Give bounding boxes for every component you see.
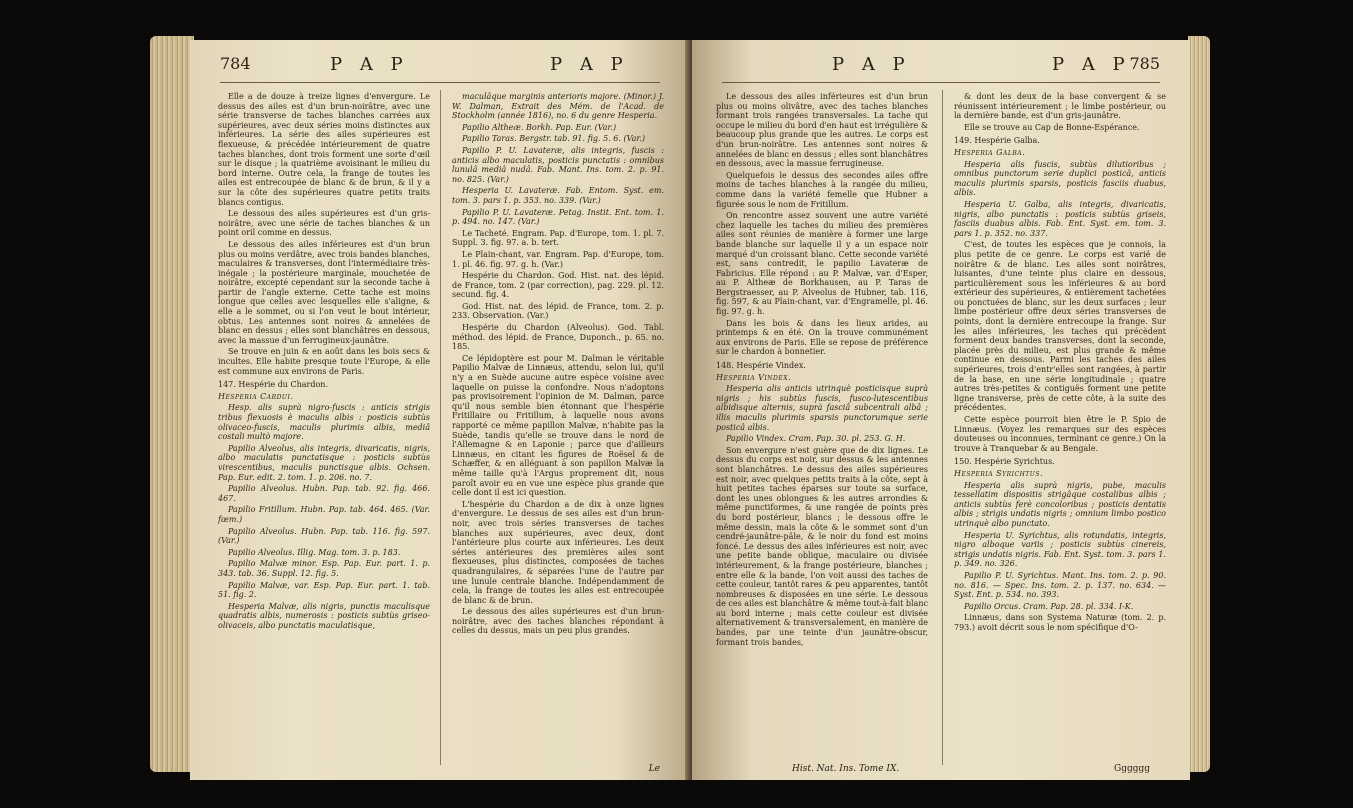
synonym: Papilio Alveolus. Hubn. Pap. tab. 116. fig. 597. (Var.) — [218, 526, 430, 546]
right-column-divider — [942, 90, 943, 765]
paragraph: & dont les deux de la base convergent & se réunissent intérieurement ; le limbe postérieur, ou la dernière bande, est d'un gris-jaunâtre. — [954, 92, 1166, 121]
right-page — [692, 40, 1190, 780]
species-diagnosis: Hesp. alis suprà nigro-fuscis : anticis strigis tribus flexuosis è maculis albis : posticis subtùs olivaceo-fuscis, maculis plurimis albis, mediâ costali multò majore. — [218, 403, 430, 442]
right-head-rule — [722, 82, 1160, 83]
species-latin-name: Hesperia Galba. — [954, 147, 1026, 157]
synonym: Hespérie du Chardon. God. Hist. nat. des lépid. de France, tom. 2 (par correction), pag. 229. pl. 12. secund. fig. 4. — [452, 271, 664, 300]
paragraph: Le dessous des ailes supérieures est d'un brun-noirâtre, avec des taches blanches répondant à celles du dessus, mais un peu plus grandes. — [452, 607, 664, 636]
footer-note: Hist. Nat. Ins. Tome IX. — [792, 764, 900, 774]
left-head-title-1: P A P — [330, 54, 409, 75]
synonym: Papilio P. U. Lavateræ, alis integris, fuscis : anticis albo maculatis, posticis punctatis : omnibus lunulâ mediâ nudâ. Fab. Mant. Ins. tom. 2. p. 91. no. 825. (Var.) — [452, 145, 664, 184]
synonym: Papilio Malvæ, var. Esp. Pap. Eur. part. 1. tab. 51. fig. 2. — [218, 580, 430, 600]
synonym: Hesperia U. Galba, alis integris, divaricatis, nigris, albo punctatis : posticis subtùs griseis, fasciis duabus albis. Fab. Ent. Syst. em. tom. 3. pars 1. p. 352. no. 337. — [954, 199, 1166, 238]
left-page-number: 784 — [220, 54, 251, 73]
synonym: maculâque marginis anterioris majore. (Minor.) J. W. Dalman, Extrait des Mém. de l'Acad. de Stockholm (année 1816), no. 6 du genre Hesperia. — [452, 92, 664, 121]
paragraph: Le dessous des ailes inférieures est d'un brun plus ou moins olivâtre, avec des taches blanches formant trois rangées transversales. La tache qui occupe le milieu du bord d'en haut est irrégulière & beaucoup plus grande que les autres. Le corps est d'un brun-noirâtre. Les antennes sont noires & annelées de blanc en dessus ; elles sont blanchâtres en dessous, avec la massue ferrugineuse. — [716, 92, 928, 169]
synonym: Papilio Malvæ minor. Esp. Pap. Eur. part. 1. p. 343. tab. 36. Suppl. 12. fig. 5. — [218, 559, 430, 578]
open-book — [150, 18, 1210, 793]
right-head-title-1: P A P — [832, 54, 911, 75]
paragraph: L'hespérie du Chardon a de dix à onze lignes d'envergure. Le dessus de ses ailes est d'un brun-noir, avec trois séries transverses de taches blanches aux supérieures, avec deux, dont l'antérieure plus courte aux inférieures. Les deux séries antérieures des premières ailes sont flexueuses, plus distinctes, composées de taches quadrangulaires, & séparées l'une de l'autre par une lunule centrale blanche. Indépendamment de cela, la frange de toutes les ailes est entrecoupée de blanc & de brun. — [452, 499, 664, 605]
species-heading: 149. Hespérie Galba. — [954, 136, 1040, 146]
left-head-rule — [220, 82, 660, 83]
species-diagnosis: Hesperia alis anticis utrinquè posticisque suprà nigris ; his subtùs fuscis, fusco-lutescentibus albidisque alternis, suprà fasciâ subcentrali albâ ; illis maculis plurimis sparsis punctorumque serie posticâ albis. — [716, 384, 928, 432]
paragraph: C'est, de toutes les espèces que je connois, la plus petite de ce genre. Le corps est varié de noirâtre & de blanc. Les ailes sont noirâtres, luisantes, d'une teinte plus claire en dessous, particulièrement sous les inférieures & au bord extérieur des supérieures, & entièrement tachetées ou ponctuées de blanc, sur les deux surfaces ; leur limbe postérieur offre deux séries transverses de points, dont la dernière entrecoupe la frange. Sur les ailes inférieures, les taches qui précèdent forment deux bandes transverses, dont la seconde, placée près du milieu, est plus grande & même continue en dessous. Parmi les taches des ailes supérieures, trois d'entr'elles sont rangées, à partir de la base, en une série longitudinale ; quatre autres très-petites & contiguës forment une petite ligne transverse, près de cette côte, à la suite des précédentes. — [954, 240, 1166, 413]
paragraph: On rencontre assez souvent une autre variété chez laquelle les taches du milieu des premières ailes sont réunies de manière à former une large bande blanche sur laquelle il y a un espace noir marqué d'un croissant blanc. Cette seconde variété est, sans contredit, le papilio Lavateræ de Fabricius. Elle répond : au P. Malvæ, var. d'Esper, au P. Altheæ de Borkhausen, au P. Taras de Bergstraesser, au P. Alveolus de Hubner, tab. 116, fig. 597, & au Plain-chant, var. d'Engramelle, pl. 46. fig. 97. g. h. — [716, 211, 928, 317]
species-diagnosis: Hesperia alis suprà nigris, pube, maculis tessellatim dispositis strigâque costalibus albis ; anticis subtùs ferè concoloribus ; posticis dentatis albis ; strigis undatis nigris ; omnium limbo postico utrinquè albo punctato. — [954, 480, 1166, 528]
synonym: Le Plain-chant, var. Engram. Pap. d'Europe, tom. 1. pl. 46. fig. 97. g. h. (Var.) — [452, 249, 664, 269]
paragraph: Cette espèce pourroit bien être le P. Spio de Linnæus. (Voyez les remarques sur des espèces douteuses ou inconnues, terminant ce genre.) On la trouve à Tranquebar & au Bengale. — [954, 415, 1166, 453]
synonym: Papilio Fritillum. Hubn. Pap. tab. 464. 465. (Var. fœm.) — [218, 505, 430, 524]
left-column-2 — [452, 92, 664, 638]
right-page-stack — [1188, 36, 1210, 772]
paragraph: Linnæus, dans son Systema Naturæ (tom. 2. p. 793.) avoit décrit sous le nom spécifique d'O- — [954, 613, 1166, 632]
right-running-head — [722, 54, 1160, 82]
right-column-2 — [954, 92, 1166, 634]
paragraph: Ce lépidoptère est pour M. Dalman le véritable Papilio Malvæ de Linnæus, attendu, selon lui, qu'il n'y a en Suède aucune autre espèce voisine avec laquelle on puisse la confondre. Nous n'adoptons pas provisoirement l'opinion de M. Dalman, parce qu'il nous semble bien étonnant que l'hespérie Fritillaire ou Fritillum, à laquelle nous avons rapporté ce même papillon Malvæ, n'habite pas la Suède, tandis qu'elle se trouve dans le nord de l'Allemagne & en Laponie ; parce que d'ailleurs Linnæus, en citant les figures de Roësel & de Schæffer, & en alléguant à son papillon Malvæ la même taille qu'à l'Argus proprement dit, nous paroît avoir eu en vue une espèce plus grande que celle dont il est ici question. — [452, 353, 664, 498]
left-running-head — [220, 54, 660, 82]
species-latin-name: Hesperia Vindex. — [716, 372, 792, 382]
synonym: Papilio Vindex. Cram. Pap. 30. pl. 253. G. H. — [726, 434, 906, 444]
synonym: Papilio Alveolus. Illig. Mag. tom. 3. p. 183. — [228, 547, 401, 557]
synonym: Papilio Taras. Bergstr. tab. 91. fig. 5. 6. (Var.) — [462, 134, 646, 144]
species-heading: 147. Hespérie du Chardon. — [218, 380, 329, 390]
species-heading: 148. Hespérie Vindex. — [716, 361, 806, 371]
species-latin-name: Hesperia Syrichtus. — [954, 468, 1044, 478]
synonym: Papilio Orcus. Cram. Pap. 28. pl. 334. I-K. — [964, 601, 1134, 611]
synonym: Hespérie du Chardon (Alveolus). God. Tabl. méthod. des lépid. de France, Duponch., p. 65. no. 185. — [452, 323, 664, 352]
right-head-title-2: P A P — [1052, 54, 1131, 75]
paragraph: Son envergure n'est guère que de dix lignes. Le dessus du corps est noir, sur dessus & les antennes sont blanchâtres. Le dessus des ailes supérieures est noir, avec quelques petits traits à la côte, sept à huit petites taches éparses sur toute sa surface, dont les unes oblongues & les autres arrondies & même punctiformes, & une rangée de points près du bord postérieur, blancs ; le dessous offre le même dessin, mais la côte & le sommet sont d'un cendré-jaunâtre-pâle, & le noir du fond est moins foncé. Le dessus des ailes inférieures est noir, avec une petite bande oblique, maculaire ou divisée intérieurement, & la frange postérieure, blanches ; entre elle & la bande, l'on voit aussi des taches de cette couleur, tantôt rares & peu apparentes, tantôt nombreuses & disposées en une série. Le dessous de ces ailes est blanchâtre & même tout-à-fait blanc au bord interne ; mais cette couleur est divisée alternativement & transversalement, en manière de bandes, par une teinte d'un jaunâtre-obscur, formant trois bandes, — [716, 445, 928, 647]
left-page — [190, 40, 690, 780]
paragraph: Le dessous des ailes supérieures est d'un gris-noirâtre, avec une série de taches blanches & un point oril comme en dessus. — [218, 209, 430, 238]
left-column-1 — [218, 92, 430, 632]
synonym: Papilio Altheæ. Borkh. Pap. Eur. (Var.) — [462, 122, 617, 132]
synonym: Le Tacheté. Engram. Pap. d'Europe, tom. 1. pl. 7. Suppl. 3. fig. 97. a. b. tert. — [452, 228, 664, 248]
paragraph: Elle se trouve au Cap de Bonne-Espérance. — [964, 122, 1140, 132]
species-latin-name: Hesperia Cardui. — [218, 391, 294, 401]
right-page-number: 785 — [1129, 54, 1160, 73]
left-column-divider — [440, 90, 441, 765]
left-catchword: Le — [648, 764, 660, 774]
species-diagnosis: Hesperia alis fuscis, subtùs dilutioribus ; omnibus punctorum serie duplici posticâ, anticis maculis plurimis sparsis, posticis fasciis duabus, albis. — [954, 159, 1166, 198]
paragraph: Quelquefois le dessus des secondes ailes offre moins de taches blanches à la rangée du milieu, comme dans la variété femelle que Hubner a figurée sous le nom de Fritillum. — [716, 170, 928, 209]
synonym: Hesperia Malvæ, alis nigris, punctis maculisque quadratis albis, numerosis : posticis subtùs griseo-olivaceis, albo punctatis maculatisque, — [218, 601, 430, 630]
left-page-stack — [150, 36, 194, 772]
synonym: Papilio P. U. Syrichtus. Mant. Ins. tom. 2. p. 90. no. 816. — Spec. Ins. tom. 2. p. 137. no. 634. — Syst. Ent. p. 534. no. 393. — [954, 570, 1166, 600]
synonym: Papilio P. U. Lavateræ. Petag. Instit. Ent. tom. 1. p. 494. no. 147. (Var.) — [452, 207, 664, 227]
paragraph: Elle a de douze à treize lignes d'envergure. Le dessus des ailes est d'un brun-noirâtre, avec une série transverse de taches blanches carrées aux supérieures, avec deux séries moins distinctes aux inférieures. La série des ailes supérieures est flexueuse, & précédée intérieurement de quatre taches blanches, dont trois forment une sorte d'œil sur le disque ; la quatrième avoisinant le milieu du bord interne. Outre cela, la frange de toutes les ailes est entrecoupée de blanc & de brun, & il y a sur la côte des supérieures quatre petits traits blancs contigus. — [218, 92, 430, 207]
paragraph: Le dessous des ailes inférieures est d'un brun plus ou moins verdâtre, avec trois bandes blanches, maculaires & transverses, dont l'intermédiaire très-inégale ; la postérieure marginale, mouchetée de noirâtre, excepté cependant sur la seconde tache à partir de l'angle externe. Cette tache est moins longue que celles avec lesquelles elle s'aligne, & elle a le sommet, ou si l'on veut le bout intérieur, obtus. Les antennes sont noires & annelées de blanc en dessus ; elles sont blanchâtres en dessous, avec la massue d'un ferrugineux-jaunâtre. — [218, 239, 430, 345]
synonym: God. Hist. nat. des lépid. de France, tom. 2. p. 233. Observation. (Var.) — [452, 301, 664, 321]
synonym: Papilio Alveolus. Hubn. Pap. tab. 92. fig. 466. 467. — [218, 484, 430, 503]
synonym: Hesperia U. Lavateræ. Fab. Entom. Syst. em. tom. 3. pars 1. p. 353. no. 339. (Var.) — [452, 186, 664, 205]
synonym: Hesperia U. Syrichtus, alis rotundatis, integris, nigro alboque variis ; posticis subtùs cinereis, strigis undatis nigris. Fab. Ent. Syst. tom. 3. pars 1. p. 349. no. 326. — [954, 530, 1166, 569]
synonym: Papilio Alveolus, alis integris, divaricatis, nigris, albo maculatis punctatisque : posticis subtùs virescentibus, maculis punctisque albis. Ochsen. Pap. Eur. edit. 2. tom. 1. p. 206. no. 7. — [218, 443, 430, 482]
right-column-1 — [716, 92, 928, 649]
signature-mark: Gggggg — [1114, 764, 1150, 774]
species-heading: 150. Hespérie Syrichtus. — [954, 457, 1055, 467]
paragraph: Dans les bois & dans les lieux arides, au printemps & en été. On la trouve communément aux environs de Paris. Elle se repose de préférence sur le chardon à bonnetier. — [716, 318, 928, 357]
paragraph: Se trouve en juin & en août dans les bois secs & incultes. Elle habite presque toute l'Europe, & elle est commune aux environs de Paris. — [218, 347, 430, 376]
left-head-title-2: P A P — [550, 54, 629, 75]
